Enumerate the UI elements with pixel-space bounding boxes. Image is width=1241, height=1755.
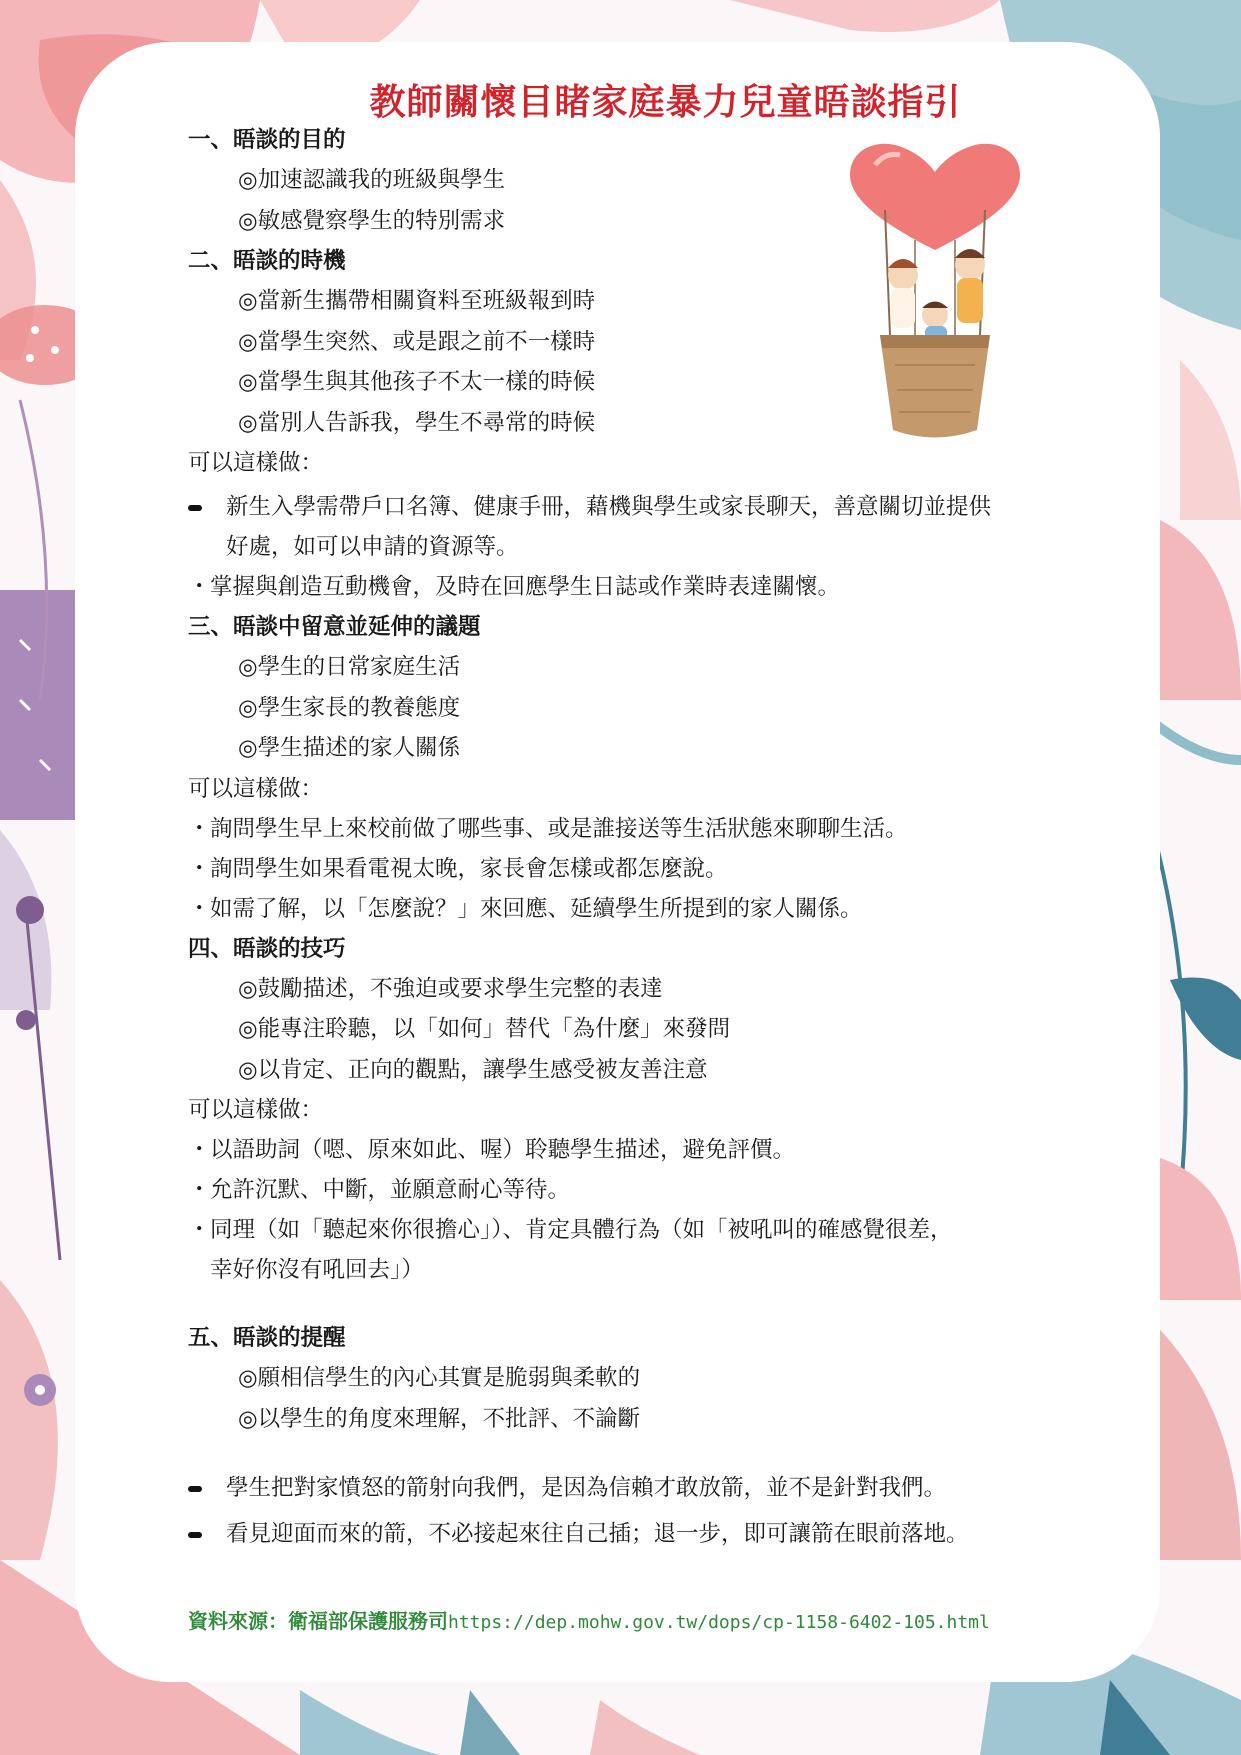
section-heading: 一、晤談的目的 <box>188 127 346 153</box>
action-lead: 可以這樣做： <box>188 1097 324 1123</box>
section-heading: 三、晤談中留意並延伸的議題 <box>188 614 481 640</box>
dot-bullet-icon: ・ <box>188 1177 211 1203</box>
action-dot-item: ・ 以語助詞（嗯、原來如此、喔）聆聽學生描述，避免評價。 <box>188 1130 1068 1170</box>
document-body <box>188 120 1068 1557</box>
section-item: ◎學生家長的教養態度 <box>238 694 461 721</box>
section-item: ◎願相信學生的內心其實是脆弱與柔軟的 <box>238 1365 641 1391</box>
dot-bullet-icon: ・ <box>188 574 211 600</box>
section-item: ◎當學生與其他孩子不太一樣的時候 <box>238 369 596 395</box>
action-lead: 可以這樣做： <box>188 450 324 476</box>
section-item: ◎當別人告訴我，學生不尋常的時候 <box>238 409 596 436</box>
section-item: ◎以肯定、正向的觀點，讓學生感受被友善注意 <box>238 1056 708 1083</box>
closing-item: 學生把對家憤怒的箭射向我們，是因為信賴才敢放箭，並不是針對我們。 <box>188 1465 1068 1511</box>
page-title: 教師關懷目睹家庭暴力兒童晤談指引 <box>369 82 962 123</box>
section-heading: 四、晤談的技巧 <box>188 935 346 962</box>
section-item: ◎鼓勵描述，不強迫或要求學生完整的表達 <box>238 975 663 1002</box>
dot-bullet-icon: ・ <box>188 895 211 922</box>
section-item: ◎當新生攜帶相關資料至班級報到時 <box>238 288 596 314</box>
section-item: ◎加速認識我的班級與學生 <box>238 167 506 193</box>
dash-bullet-icon <box>188 1465 218 1511</box>
action-dash-item: 新生入學需帶戶口名簿、健康手冊，藉機與學生或家長聊天，善意關切並提供好處，如可以申請的資源等。 <box>188 487 996 567</box>
source-label: 資料來源：衛福部保護服務司 <box>188 1609 448 1633</box>
section-item: ◎當學生突然、或是跟之前不一樣時 <box>238 328 596 355</box>
action-lead: 可以這樣做： <box>188 775 324 802</box>
dash-bullet-icon <box>188 487 218 527</box>
section-heading: 五、晤談的提醒 <box>188 1325 346 1351</box>
action-dot-item: ・ 如需了解，以「怎麼說？」來回應、延續學生所提到的家人關係。 <box>188 889 1068 929</box>
section-heading: 二、晤談的時機 <box>188 248 346 274</box>
section-item: ◎敏感覺察學生的特別需求 <box>238 207 506 234</box>
action-dot-item: ・ 同理（如「聽起來你很擔心」）、肯定具體行為（如「被吼叫的確感覺很差， 幸好你沒有吼回去」） <box>188 1210 970 1290</box>
source-citation <box>188 1605 990 1634</box>
dot-bullet-icon: ・ <box>188 815 211 842</box>
section-item: ◎以學生的角度來理解，不批評、不論斷 <box>238 1405 641 1432</box>
action-dot-item: ・ 允許沉默、中斷，並願意耐心等待。 <box>188 1170 1068 1210</box>
action-dot-item: ・ 詢問學生如果看電視太晚，家長會怎樣或都怎麼說。 <box>188 849 1068 889</box>
closing-item: 看見迎面而來的箭，不必接起來往自己插；退一步，即可讓箭在眼前落地。 <box>188 1511 1068 1557</box>
source-link[interactable]: https://dep.mohw.gov.tw/dops/cp-1158-6402-105.html <box>448 1612 990 1633</box>
section-item: ◎學生描述的家人關係 <box>238 735 461 761</box>
dot-bullet-icon: ・ <box>188 855 211 882</box>
dash-bullet-icon <box>188 1511 218 1557</box>
dot-bullet-icon: ・ <box>188 1137 211 1163</box>
action-dot-item: ・ 掌握與創造互動機會，及時在回應學生日誌或作業時表達關懷。 <box>188 567 1068 607</box>
section-item: ◎學生的日常家庭生活 <box>238 654 461 680</box>
section-item: ◎能專注聆聽，以「如何」替代「為什麼」來發問 <box>238 1016 731 1042</box>
action-dot-item: ・ 詢問學生早上來校前做了哪些事、或是誰接送等生活狀態來聊聊生活。 <box>188 809 1068 849</box>
dot-bullet-icon: ・ <box>188 1217 211 1243</box>
